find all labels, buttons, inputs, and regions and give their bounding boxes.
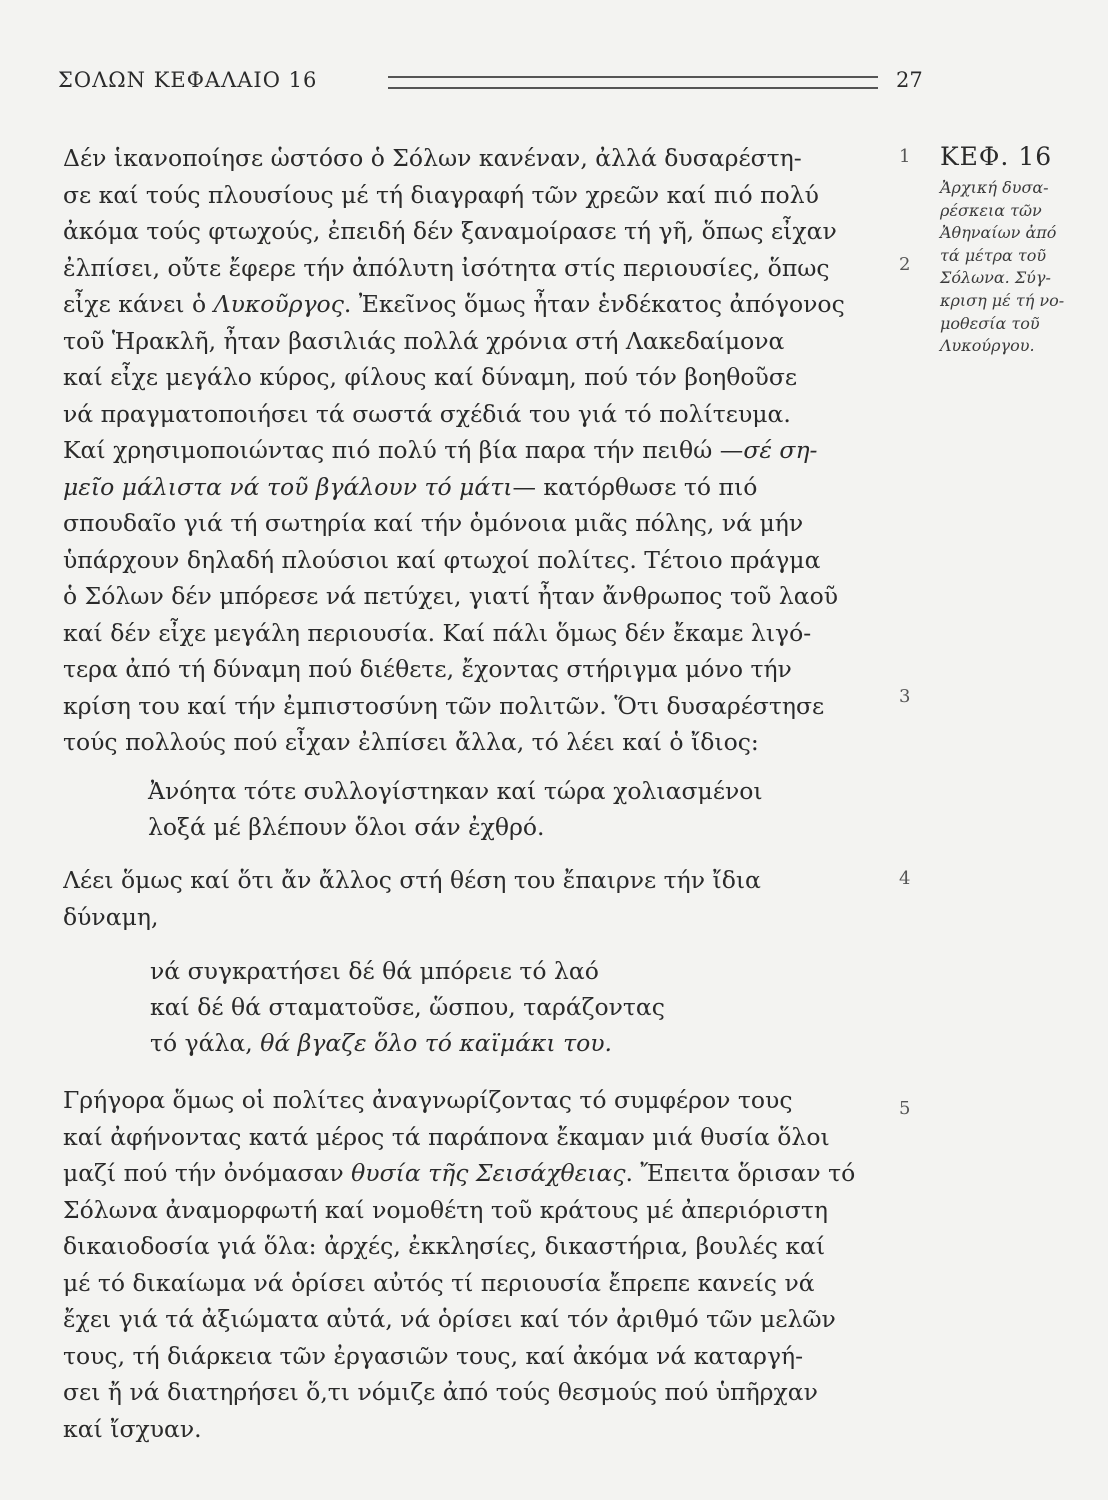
paragraph-3 — [63, 1082, 873, 1447]
text-line: τους, τή διάρκεια τῶν ἐργασιῶν τους, καί ἀκόμα νά καταργή- — [63, 1341, 804, 1370]
text-line: ἐλπίσει, οὔτε ἔφερε τήν ἀπόλυτη ἰσότητα στίς περιουσίες, ὅπως — [63, 253, 830, 282]
paragraph-2 — [63, 862, 873, 935]
text-line — [63, 432, 873, 469]
italic-phrase: θά βγαζε ὅλο τό καϊμάκι του. — [260, 1029, 612, 1057]
margin-note — [940, 142, 1100, 358]
header-double-rule — [388, 76, 878, 89]
text-line: καί εἶχε μεγάλο κύρος, φίλους καί δύναμη, πού τόν βοηθοῦσε — [63, 363, 798, 391]
verse-quote-1 — [148, 773, 763, 845]
text-line: Δέν ἱκανοποίησε ὡστόσο ὁ Σόλων κανέναν, ἀλλά δυσαρέστη- — [63, 144, 802, 172]
summary-line: τά μέτρα τοῦ — [940, 245, 1047, 265]
summary-line: κριση μέ τή νο- — [940, 290, 1065, 310]
text-run: μαζί πού τήν ὀνόμασαν — [63, 1159, 352, 1187]
verse-line: νά συγκρατήσει δέ θά μπόρειε τό λαό — [150, 957, 599, 985]
text-line — [63, 286, 873, 323]
summary-line: μοθεσία τοῦ — [940, 313, 1040, 333]
text-line: δικαιοδοσία γιά ὅλα: ἀρχές, ἐκκλησίες, δικαστήρια, βουλές καί — [63, 1232, 826, 1260]
verse-line: λοξά μέ βλέπουν ὅλοι σάν ἐχθρό. — [148, 813, 545, 841]
section-number: 1 — [899, 146, 911, 167]
text-line: ὑπάρχουν δηλαδή πλούσιοι καί φτωχοί πολίτες. Τέτοιο πράγμα — [63, 545, 821, 574]
verse-line — [150, 1025, 665, 1061]
text-line: Λέει ὅμως καί ὅτι ἄν ἄλλος στή θέση του ἔπαιρνε τήν ἴδια — [63, 866, 761, 894]
text-line: καί ἴσχυαν. — [63, 1414, 202, 1443]
section-number: 2 — [899, 254, 911, 275]
running-header — [58, 68, 923, 96]
italic-phrase: θυσία τῆς Σεισάχθειας — [351, 1159, 626, 1187]
chapter-summary — [940, 177, 1100, 358]
chapter-label: ΚΕΦ. 16 — [940, 142, 1053, 171]
text-run: Καί χρησιμοποιώντας πιό πολύ τή βία παρα τήν πειθώ — — [63, 436, 744, 464]
italic-phrase: σέ ση- — [743, 436, 818, 464]
text-line: τερα ἀπό τή δύναμη πού διέθετε, ἔχοντας στήριγμα μόνο τήν — [63, 655, 792, 683]
italic-name: Λυκοῦργος — [213, 290, 344, 318]
text-line: ὁ Σόλων δέν μπόρεσε νά πετύχει, γιατί ἦταν ἄνθρωπος τοῦ λαοῦ — [63, 582, 839, 610]
section-number: 5 — [899, 1098, 911, 1119]
text-line: μέ τό δικαίωμα νά ὁρίσει αὐτός τί περιουσία ἔπρεπε κανείς νά — [63, 1268, 815, 1297]
text-line: ἔχει γιά τά ἀξιώματα αὐτά, νά ὁρίσει καί τόν ἀριθμό τῶν μελῶν — [63, 1305, 836, 1333]
text-run: εἶχε κάνει ὁ — [63, 290, 214, 318]
verse-line: καί δέ θά σταματοῦσε, ὥσπου, ταράζοντας — [150, 993, 665, 1021]
text-line: τοῦ Ἡρακλῆ, ἦταν βασιλιάς πολλά χρόνια στή Λακεδαίμονα — [63, 326, 785, 355]
section-number: 3 — [899, 686, 911, 707]
text-run: τό γάλα, — [150, 1029, 261, 1057]
summary-line: Ἀθηναίων ἀπό — [940, 223, 1057, 243]
summary-line: Σόλωνα. Σύγ- — [940, 268, 1051, 288]
text-line: σπουδαῖο γιά τή σωτηρία καί τήν ὁμόνοια μιᾶς πόλης, νά μήν — [63, 509, 804, 537]
page-number: 27 — [896, 68, 923, 92]
running-title: ΣΟΛΩΝ ΚΕΦΑΛΑΙΟ 16 — [58, 68, 318, 92]
verse-quote-2 — [150, 953, 665, 1061]
text-line: τούς πολλούς πού εἶχαν ἐλπίσει ἄλλα, τό λέει καί ὁ ἴδιος: — [63, 728, 759, 756]
text-line: σε καί τούς πλουσίους μέ τή διαγραφή τῶν χρεῶν καί πιό πολύ — [63, 180, 819, 209]
text-line — [63, 1155, 873, 1192]
text-line: Γρήγορα ὅμως οἱ πολίτες ἀναγνωρίζοντας τό συμφέρον τους — [63, 1086, 793, 1114]
text-line: καί δέν εἶχε μεγάλη περιουσία. Καί πάλι ὅμως δέν ἔκαμε λιγό- — [63, 618, 812, 647]
text-line: νά πραγματοποιήσει τά σωστά σχέδιά του γιά τό πολίτευμα. — [63, 399, 791, 428]
text-line: Σόλωνα ἀναμορφωτή καί νομοθέτη τοῦ κράτους μέ ἀπεριόριστη — [63, 1195, 828, 1224]
summary-line: Λυκούργου. — [940, 336, 1035, 356]
text-line: σει ἤ νά διατηρήσει ὅ,τι νόμιζε ἀπό τούς θεσμούς πού ὑπῆρχαν — [63, 1378, 818, 1406]
verse-line: Ἀνόητα τότε συλλογίστηκαν καί τώρα χολιασμένοι — [148, 777, 763, 805]
text-line — [63, 469, 873, 506]
summary-line: Ἀρχική δυσα- — [940, 178, 1049, 197]
paragraph-1 — [63, 140, 873, 761]
section-number: 4 — [899, 868, 911, 889]
text-line: ἀκόμα τούς φτωχούς, ἐπειδή δέν ξαναμοίρασε τή γῆ, ὅπως εἶχαν — [63, 217, 837, 245]
summary-line: ρέσκεια τῶν — [940, 200, 1042, 220]
text-line: κρίση του καί τήν ἐμπιστοσύνη τῶν πολιτῶν. Ὅτι δυσαρέστησε — [63, 691, 825, 720]
text-run: — κατόρθωσε τό πιό — [512, 472, 758, 501]
text-line: δύναμη, — [63, 902, 159, 931]
text-run: . Ἐκεῖνος ὅμως ἦταν ἑνδέκατος ἀπόγονος — [343, 290, 845, 318]
italic-phrase: μεῖο μάλιστα νά τοῦ βγάλουν τό μάτι — [63, 472, 513, 501]
text-line: καί ἀφήνοντας κατά μέρος τά παράπονα ἔκαμαν μιά θυσία ὅλοι — [63, 1122, 830, 1151]
text-run: . Ἔπειτα ὅρισαν τό — [625, 1159, 856, 1187]
